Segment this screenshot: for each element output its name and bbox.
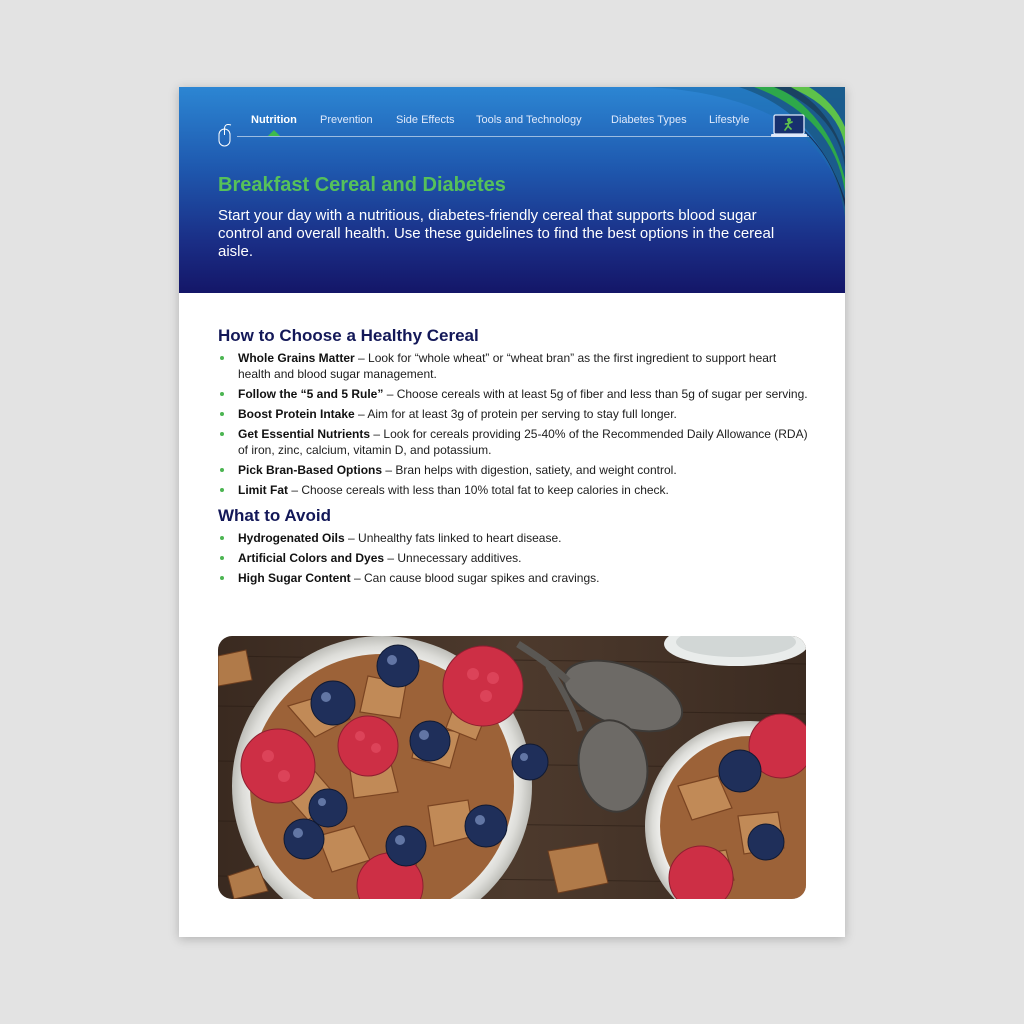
nav-item-side-effects[interactable]: Side Effects [396, 114, 455, 126]
list-item [218, 482, 808, 498]
list-item-text: – Look for “whole wheat” or “wheat bran” as the first ingredient to support heart health and blood sugar management. [238, 351, 777, 381]
list-item-term: Boost Protein Intake [238, 407, 355, 421]
cereal-bowls-illustration [218, 636, 806, 899]
nav-divider [237, 136, 809, 137]
bullet-icon [220, 432, 224, 436]
bullet-icon [220, 392, 224, 396]
list-item-text: – Choose cereals with at least 5g of fiber and less than 5g of sugar per serving. [383, 387, 808, 401]
list-item-text: – Choose cereals with less than 10% total fat to keep calories in check. [288, 483, 669, 497]
nav-item-lifestyle[interactable]: Lifestyle [709, 114, 750, 126]
active-tab-indicator [268, 130, 280, 136]
list-item [218, 550, 808, 566]
list-item-term: Artificial Colors and Dyes [238, 551, 385, 565]
list-item-text: – Look for cereals providing 25-40% of the Recommended Daily Allowance (RDA) of iron, zinc, calcium, vitamin D, and potassium. [238, 427, 808, 457]
bullet-icon [220, 556, 224, 560]
bullet-icon [220, 356, 224, 360]
main-content [218, 325, 808, 590]
bullet-icon [220, 468, 224, 472]
bullet-icon [220, 488, 224, 492]
list-item [218, 350, 808, 382]
list-item-text: – Unnecessary additives. [384, 551, 522, 565]
list-item-term: Hydrogenated Oils [238, 531, 345, 545]
list-item [218, 386, 808, 402]
list-item [218, 530, 808, 546]
list-item-term: Whole Grains Matter [238, 351, 355, 365]
page-title: Breakfast Cereal and Diabetes [218, 174, 506, 196]
list-item-text: – Bran helps with digestion, satiety, and weight control. [382, 463, 677, 477]
list-item-term: High Sugar Content [238, 571, 351, 585]
bullet-icon [220, 576, 224, 580]
list-item [218, 570, 808, 586]
bullet-icon [220, 536, 224, 540]
nav-item-nutrition[interactable]: Nutrition [251, 114, 297, 126]
list-item [218, 426, 808, 458]
header-banner [179, 87, 845, 293]
list-item-text: – Aim for at least 3g of protein per serving to stay full longer. [354, 407, 677, 421]
list-item-term: Follow the “5 and 5 Rule” [238, 387, 384, 401]
document-page [179, 87, 845, 937]
section-heading-choose: How to Choose a Healthy Cereal [218, 326, 479, 345]
intro-paragraph: Start your day with a nutritious, diabetes-friendly cereal that supports blood sugar control and overall health. Use these guidelines to find the best options in the cereal aisle. [218, 207, 775, 260]
section-heading-avoid: What to Avoid [218, 506, 331, 525]
list-item [218, 406, 808, 422]
laptop-icon [770, 113, 808, 139]
list-item-text: – Can cause blood sugar spikes and cravings. [350, 571, 600, 585]
avoid-list [218, 530, 808, 586]
list-item-term: Get Essential Nutrients [238, 427, 371, 441]
top-navigation [179, 87, 845, 147]
list-item-term: Pick Bran-Based Options [238, 463, 383, 477]
choose-list [218, 350, 808, 498]
mouse-icon [217, 123, 233, 147]
nav-item-diabetes-types[interactable]: Diabetes Types [611, 114, 687, 126]
list-item [218, 462, 808, 478]
nav-item-prevention[interactable]: Prevention [320, 114, 373, 126]
nav-item-tools-and-technology[interactable]: Tools and Technology [476, 114, 582, 126]
bullet-icon [220, 412, 224, 416]
list-item-term: Limit Fat [238, 483, 288, 497]
cereal-photo [218, 636, 806, 899]
list-item-text: – Unhealthy fats linked to heart disease. [344, 531, 562, 545]
